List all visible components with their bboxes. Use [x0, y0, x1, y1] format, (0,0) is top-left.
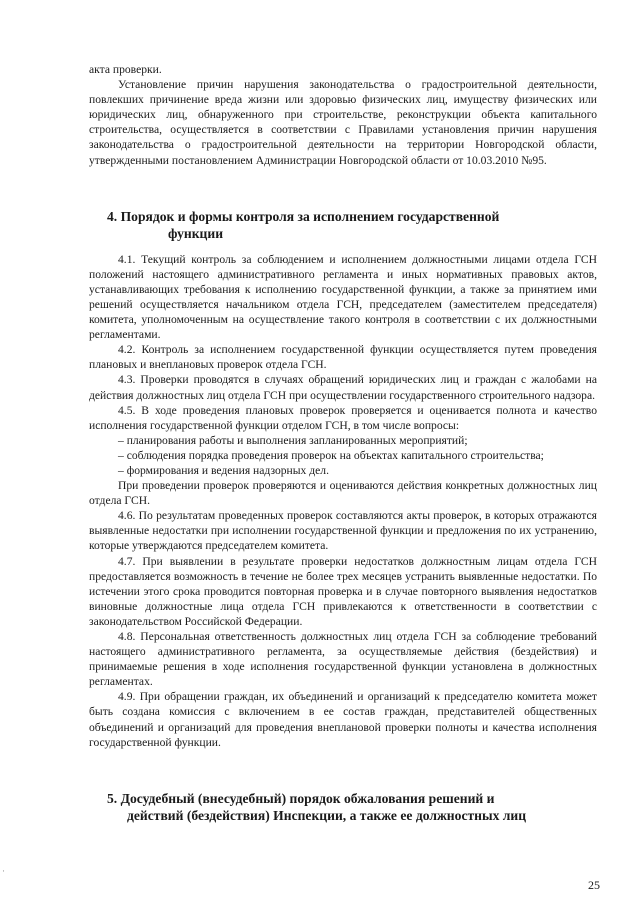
section-4-heading-line2: функции — [168, 225, 224, 241]
spacer — [89, 750, 597, 776]
paragraph-4-8: 4.8. Персональная ответственность должностных лиц отдела ГСН за соблюдение требований настоящего административного регламента, за осуществляемые действия (бездействия) и принимаемые решения в ходе исполнения государственной функции установлена в должностных регламентах. — [89, 630, 597, 689]
paragraph-4-3: 4.3. Проверки проводятся в случаях обращений юридических лиц и граждан с жалобами на действия должностных лиц отдела ГСН при осуществлении государственного строительного надзора. — [89, 373, 597, 402]
lead-line: акта проверки. — [89, 63, 162, 76]
list-item: – соблюдения порядка проведения проверок на объектах капитального строительства; — [118, 448, 544, 462]
spacer — [89, 168, 597, 194]
paragraph-4-9: 4.9. При обращении граждан, их объединений и организаций к председателю комитета может быть создана комиссия с включением в ее состав граждан, представителей общественных объединений и организаций для проведения внеплановой проверки полноты и качества исполнения государственной функции. — [89, 690, 597, 749]
paragraph-4-2: 4.2. Контроль за исполнением государственной функции осуществляется путем проведения плановых и внеплановых проверок отдела ГСН. — [89, 343, 597, 372]
document-page — [89, 62, 597, 834]
paragraph-4-7: 4.7. При выявлении в результате проверки недостатков должностным лицам отдела ГСН предоставляется возможность в течение не более трех месяцев устранить выявленные недостатки. По истечении этого срока проводится повторная проверка и в случае повторного выявления недостатков виновные должностные лица отдела ГСН привлекаются к ответственности в соответствии с законодательством Российской Федерации. — [89, 554, 597, 628]
paragraph-unscheduled: При проведении проверок проверяются и оцениваются действия конкретных должностных лиц отдела ГСН. — [89, 479, 597, 508]
margin-mark: · — [2, 866, 5, 876]
page-number: 25 — [588, 878, 600, 892]
list-item: – планирования работы и выполнения запланированных мероприятий; — [118, 433, 468, 447]
paragraph-4-5: 4.5. В ходе проведения плановых проверок проверяется и оценивается полнота и качество исполнения государственной функции отделом ГСН, в том числе вопросы: — [89, 403, 597, 432]
paragraph-establishment: Установление причин нарушения законодательства о градостроительной деятельности, повлекших причинение вреда жизни или здоровью физических лиц, имуществу физических или юридических лиц, обнаруженного при строительстве, реконструкции объекта капитального строительства, осуществляется в соответствии с Правилами установления причин нарушения законодательства о градостроительной деятельности на территории Новгородской области, утвержденными постановлением Администрации Новгородской области от 10.03.2010 №95. — [89, 78, 597, 167]
section-5-heading — [89, 790, 597, 824]
section-5-heading-line2: действий (бездействия) Инспекции, а также ее должностных лиц — [127, 807, 527, 823]
section-5-heading-line1: 5. Досудебный (внесудебный) порядок обжалования решений и — [107, 790, 495, 806]
paragraph-4-1: 4.1. Текущий контроль за соблюдением и исполнением должностными лицами отдела ГСН положений настоящего административного регламента и иных нормативных правовых актов, устанавливающих требования к исполнению государственной функции, а также за принятием ими решений осуществляется начальником отдела ГСН, председателем (заместителем председателя) комитета, уполномоченным на осуществление такого контроля в соответствии с их должностными регламентами. — [89, 252, 597, 342]
section-4-heading-line1: 4. Порядок и формы контроля за исполнением государственной — [107, 208, 500, 224]
list-item: – формирования и ведения надзорных дел. — [118, 463, 329, 477]
section-4-heading — [89, 208, 597, 242]
paragraph-4-6: 4.6. По результатам проведенных проверок составляются акты проверок, в которых отражаются выявленные недостатки при исполнении государственной функции и предложения по их устранению, которые утверждаются председателем комитета. — [89, 509, 597, 553]
